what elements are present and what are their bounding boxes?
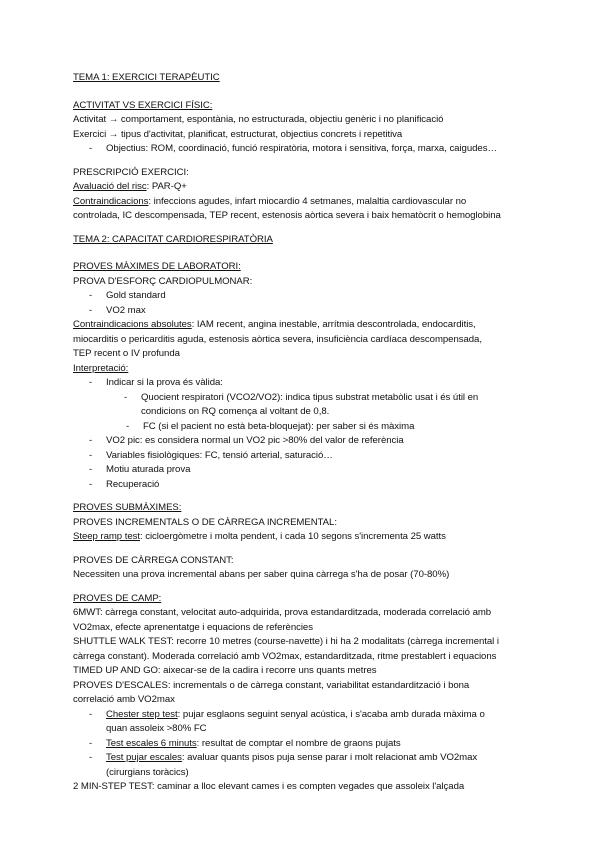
bullet-dash: - — [89, 377, 93, 388]
bullet-dash: - — [89, 435, 93, 446]
exercici-line: Exercici → tipus d'activitat, planificat, estructurat, objectius concrets i repetitiva — [73, 128, 403, 140]
proves-incrementals-heading: PROVES INCREMENTALS O DE CÀRREGA INCREMENTAL: — [73, 516, 337, 528]
contraindicacions-absolutes-text: : IAM recent, angina inestable, arrítmia descontrolada, endocarditis, — [191, 319, 476, 330]
list-item-text: Variables fisiològiques: FC, tensió arterial, saturació… — [106, 449, 333, 461]
list-item — [73, 391, 543, 420]
avaluacio-label: Avaluació del risc — [73, 181, 147, 192]
2min-step-line: 2 MIN-STEP TEST: caminar a lloc elevant cames i es compten vegades que assoleix l'alçada — [73, 781, 465, 792]
shuttle-line: SHUTTLE WALK TEST: recorre 10 metres (course-navette) i hi ha 2 modalitats (càrrega incremental i — [73, 636, 499, 647]
list-item-text: VO2 pic: es considera normal un VO2 pic >80% del valor de referència — [106, 435, 404, 446]
contraindicacions-absolutes-line-2: miocarditis o pericarditis aguda, estenosis aòrtica severa, insuficiència cardíaca descompensada, — [73, 333, 482, 345]
list-item — [73, 737, 543, 752]
bullet-dash: - — [89, 708, 93, 720]
chester-text-2: quan assoleix >80% FC — [106, 723, 207, 734]
bullet-dash: - — [89, 752, 93, 763]
bullet-dash: - — [89, 304, 93, 316]
chester-text: : pujar esglaons seguint senyal acústica, i s'acaba amb durada màxima o — [177, 708, 485, 720]
steep-ramp-label: Steep ramp test — [73, 531, 140, 542]
list-item — [73, 142, 543, 157]
list-item-text: Gold standard — [106, 290, 166, 301]
bullet-dash: - — [126, 420, 130, 432]
list-item — [73, 478, 543, 493]
list-item-text — [141, 391, 543, 420]
activitat-line: Activitat → comportament, espontània, no estructurada, objectiu genèric i no planificació — [73, 114, 444, 125]
list-item — [73, 289, 543, 304]
steep-ramp-line — [73, 530, 543, 545]
steep-ramp-text: : cicloergòmetre i molta pendent, i cada 10 segons s'incrementa 25 watts — [139, 531, 446, 542]
escales-line: PROVES D'ESCALES: incrementals o de càrrega constant, variabilitat estandardització i bona — [73, 679, 470, 691]
proves-submaximes-heading: PROVES SUBMÀXIMES: — [73, 502, 182, 513]
interpretacio-label: Interpretació: — [73, 362, 129, 374]
6mwt-line: 6MWT: càrrega constant, velocitat auto-adquirida, prova estandarditzada, moderada correlació amb — [73, 607, 492, 618]
contraindicacions-line-2: controlada, IC descompensada, TEP recent, estenosis aòrtica severa i baix hematòcrit o hemoglobina — [73, 210, 501, 221]
quocient-line-2: condicions on RQ comença al voltant de 0,8. — [141, 406, 330, 417]
avaluacio-text: : PAR-Q+ — [146, 181, 187, 192]
contraindicacions-absolutes-label: Contraindicacions absolutes — [73, 319, 192, 330]
tema2-title: TEMA 2: CAPACITAT CARDIORESPIRATÒRIA — [73, 233, 273, 245]
list-item — [73, 449, 543, 464]
activitat-heading: ACTIVITAT VS EXERCICI FÍSIC: — [73, 99, 213, 111]
list-item-text: VO2 max — [106, 304, 146, 316]
list-item-text — [106, 751, 543, 780]
prescripcio-heading: PRESCRIPCIÓ EXERCICI: — [73, 166, 189, 178]
escales-line-2: correlació amb VO2max — [73, 694, 175, 705]
bullet-dash: - — [89, 449, 93, 461]
list-item — [73, 463, 543, 478]
carrega-constant-text: Necessiten una prova incremental abans per saber quina càrrega s'ha de posar (70-80%) — [73, 569, 450, 580]
test-pujar-label: Test pujar escales — [106, 752, 182, 763]
list-item — [73, 376, 543, 391]
bullet-dash: - — [124, 391, 128, 403]
list-item — [73, 304, 543, 319]
test-escales-text: : resultat de comptar el nombre de graons pujats — [196, 737, 401, 749]
6mwt-line-2: VO2max, efecte aprenentatge i equacions de referències — [73, 621, 313, 633]
proves-maximes-heading: PROVES MÀXIMES DE LABORATORI: — [73, 261, 241, 272]
chester-label: Chester step test — [106, 708, 178, 720]
test-pujar-text-2: (cirurgians toràcics) — [106, 766, 189, 778]
list-item — [73, 434, 543, 449]
document-page — [73, 71, 543, 795]
list-item — [73, 420, 543, 435]
quocient-line-1: Quocient respiratori (VCO2/VO2): indica tipus substrat metabòlic usat i és útil en — [141, 391, 479, 403]
contraindicacions-line — [73, 195, 543, 210]
test-pujar-text: : avaluar quants pisos puja sense parar i molt relacionat amb VO2max — [181, 752, 478, 763]
list-item — [73, 751, 543, 780]
test-escales-label: Test escales 6 minuts — [106, 737, 197, 749]
shuttle-line-2: càrrega constant). Moderada correlació amb VO2max, estandarditzada, ritme prestablert i equacions — [73, 650, 497, 662]
contraindicacions-absolutes-line-3: TEP recent o IV profunda — [73, 348, 180, 359]
list-item-text: Indicar si la prova és vàlida: — [106, 377, 223, 388]
list-item-text: FC (si el pacient no està beta-bloquejat): per saber si és màxima — [143, 420, 415, 432]
prova-esforc-heading: PROVA D'ESFORÇ CARDIOPULMONAR: — [73, 275, 253, 287]
bullet-dash: - — [89, 737, 93, 749]
bullet-dash: - — [89, 143, 93, 154]
bullet-dash: - — [89, 290, 93, 301]
bullet-dash: - — [89, 464, 93, 475]
list-item-text — [106, 708, 543, 737]
list-item — [73, 708, 543, 737]
avaluacio-line — [73, 180, 543, 195]
bullet-dash: - — [89, 478, 93, 490]
contraindicacions-label: Contraindicacions — [73, 195, 149, 207]
proves-camp-heading: PROVES DE CAMP: — [73, 592, 162, 604]
contraindicacions-text: : infeccions agudes, infart miocardio 4 setmanes, malaltia cardiovascular no — [148, 195, 467, 207]
tug-line: TIMED UP AND GO: aixecar-se de la cadira i recorre uns quants metres — [73, 665, 377, 676]
tema1-title: TEMA 1: EXERCICI TERAPÈUTIC — [73, 72, 220, 83]
list-item-text — [106, 737, 543, 752]
list-item-text: Motiu aturada prova — [106, 464, 191, 475]
carrega-constant-heading: PROVES DE CÀRREGA CONSTANT: — [73, 554, 234, 566]
objectius-text: Objectius: ROM, coordinació, funció respiratòria, motora i sensitiva, força, marxa, caigudes… — [106, 143, 497, 154]
contraindicacions-absolutes-line — [73, 318, 543, 333]
list-item-text: Recuperació — [106, 478, 160, 490]
